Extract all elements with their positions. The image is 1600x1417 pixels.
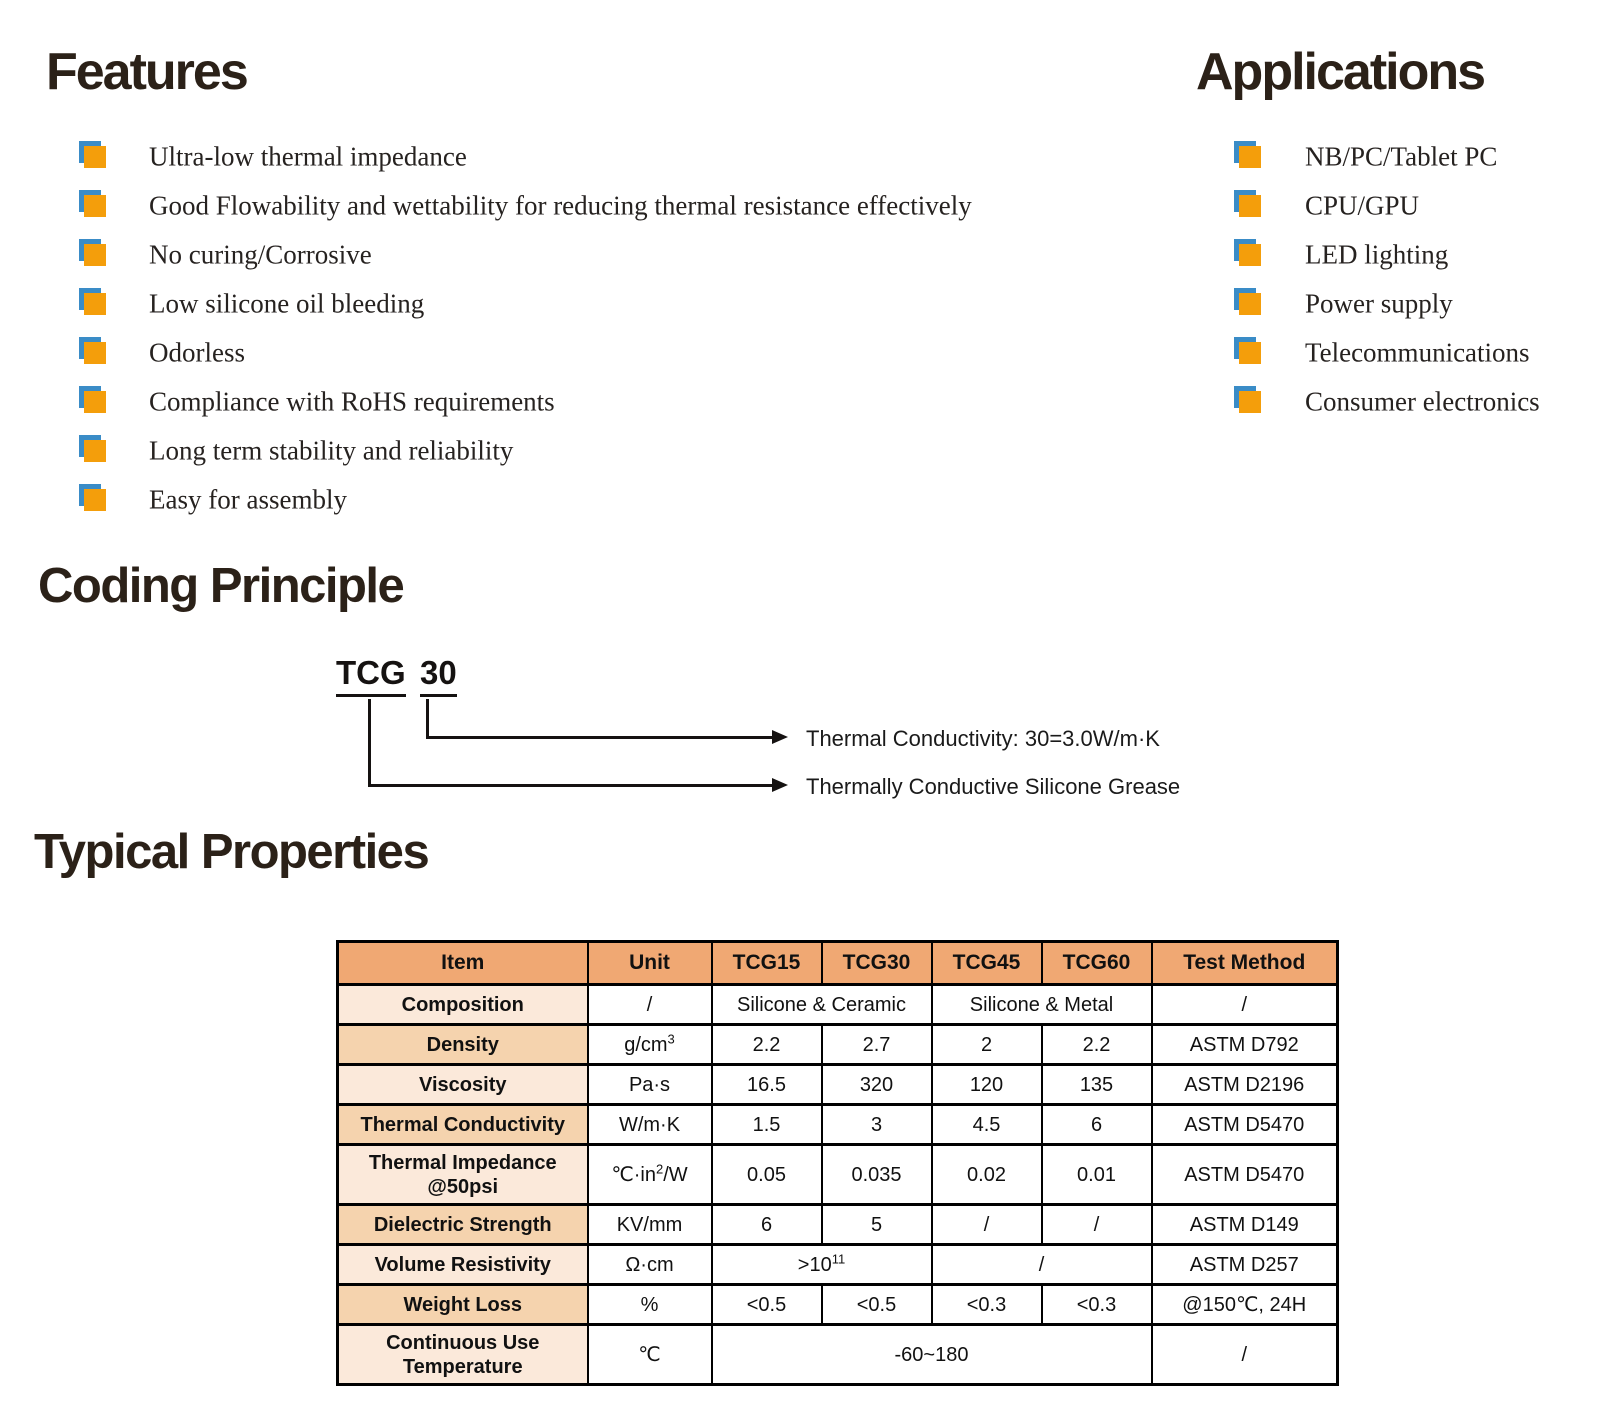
table-row — [338, 1145, 1338, 1205]
table-cell: / — [1152, 1325, 1338, 1385]
column-header: Item — [338, 942, 588, 985]
table-cell: ASTM D2196 — [1152, 1065, 1338, 1105]
table-cell: $>10^{11}$ — [712, 1245, 932, 1285]
bullet-square-icon — [1239, 146, 1261, 168]
row-label: Viscosity — [338, 1065, 588, 1105]
table-row — [338, 985, 1338, 1025]
feature-item-text: Long term stability and reliability — [149, 435, 514, 465]
table-cell: / — [932, 1205, 1042, 1245]
application-item — [1151, 181, 1600, 230]
table-row — [338, 1205, 1338, 1245]
application-item — [1151, 328, 1600, 377]
row-label: Composition — [338, 985, 588, 1025]
column-header: TCG45 — [932, 942, 1042, 985]
feature-item-text: Low silicone oil bleeding — [149, 288, 425, 318]
feature-item — [0, 475, 1160, 524]
bullet-square-icon — [1239, 195, 1261, 217]
table-cell: 2 — [932, 1025, 1042, 1065]
table-cell: ℃ — [588, 1325, 712, 1385]
application-item-text: LED lighting — [1305, 239, 1449, 269]
application-item — [1151, 279, 1600, 328]
table-row — [338, 1105, 1338, 1145]
code-number-text: 30 — [420, 656, 457, 697]
table-row — [338, 1245, 1338, 1285]
feature-item — [0, 426, 1160, 475]
table-cell: 0.05 — [712, 1145, 822, 1205]
table-cell: 0.01 — [1042, 1145, 1152, 1205]
bullet-square-icon — [84, 391, 106, 413]
table-cell: / — [588, 985, 712, 1025]
table-cell: <0.3 — [1042, 1285, 1152, 1325]
coding-principle-heading: Coding Principle — [38, 559, 404, 613]
table-cell: / — [1042, 1205, 1152, 1245]
table-cell: ASTM D149 — [1152, 1205, 1338, 1245]
application-item-text: NB/PC/Tablet PC — [1305, 141, 1498, 171]
application-item-text: Consumer electronics — [1305, 386, 1540, 416]
table-cell: 0.02 — [932, 1145, 1042, 1205]
table-cell: 5 — [822, 1205, 932, 1245]
bullet-square-icon — [1239, 391, 1261, 413]
table-cell: Silicone & Metal — [932, 985, 1152, 1025]
bullet-square-icon — [1239, 244, 1261, 266]
table-cell: Pa·s — [588, 1065, 712, 1105]
row-label: Dielectric Strength — [338, 1205, 588, 1245]
table-row — [338, 1065, 1338, 1105]
table-cell: ASTM D5470 — [1152, 1145, 1338, 1205]
row-label: Thermal Conductivity — [338, 1105, 588, 1145]
bullet-square-icon — [84, 489, 106, 511]
feature-item-text: Compliance with RoHS requirements — [149, 386, 555, 416]
column-header: TCG15 — [712, 942, 822, 985]
typical-properties-heading: Typical Properties — [34, 825, 429, 879]
table-cell: 6 — [712, 1205, 822, 1245]
table-cell: ASTM D257 — [1152, 1245, 1338, 1285]
bullet-square-icon — [84, 244, 106, 266]
table-cell: 4.5 — [932, 1105, 1042, 1145]
table-cell: ASTM D5470 — [1152, 1105, 1338, 1145]
diagram-line — [368, 784, 773, 787]
application-item-text: Power supply — [1305, 288, 1453, 318]
table-cell: <0.5 — [822, 1285, 932, 1325]
row-label: Density — [338, 1025, 588, 1065]
bullet-square-icon — [1239, 342, 1261, 364]
table-cell: <0.5 — [712, 1285, 822, 1325]
feature-item-text: Ultra-low thermal impedance — [149, 141, 467, 171]
feature-item — [0, 279, 1160, 328]
column-header: Unit — [588, 942, 712, 985]
feature-item — [0, 230, 1160, 279]
table-cell: @150℃, 24H — [1152, 1285, 1338, 1325]
table-cell: <0.3 — [932, 1285, 1042, 1325]
bullet-square-icon — [84, 146, 106, 168]
table-cell: Silicone & Ceramic — [712, 985, 932, 1025]
table-cell: 2.7 — [822, 1025, 932, 1065]
table-cell: 16.5 — [712, 1065, 822, 1105]
feature-item — [0, 377, 1160, 426]
column-header: TCG60 — [1042, 942, 1152, 985]
row-label: Thermal Impedance @50psi — [338, 1145, 588, 1205]
row-label: Continuous Use Temperature — [338, 1325, 588, 1385]
arrow-right-icon — [772, 778, 788, 792]
feature-item-text: Good Flowability and wettability for reducing thermal resistance effectively — [149, 190, 972, 220]
feature-item — [0, 328, 1160, 377]
diagram-line — [426, 699, 429, 739]
bullet-square-icon — [84, 342, 106, 364]
feature-item — [0, 181, 1160, 230]
applications-list — [1151, 132, 1600, 426]
features-heading: Features — [46, 43, 247, 101]
application-item-text: CPU/GPU — [1305, 190, 1420, 220]
diagram-line — [426, 736, 773, 739]
table-cell: KV/mm — [588, 1205, 712, 1245]
table-cell: 120 — [932, 1065, 1042, 1105]
application-item — [1151, 230, 1600, 279]
table-cell: $g/cm^3$ — [588, 1025, 712, 1065]
bullet-square-icon — [1239, 293, 1261, 315]
table-cell: 3 — [822, 1105, 932, 1145]
table-cell: Ω·cm — [588, 1245, 712, 1285]
feature-item — [0, 132, 1160, 181]
diagram-line — [368, 699, 371, 787]
feature-item-text: Easy for assembly — [149, 484, 347, 514]
row-label: Volume Resistivity — [338, 1245, 588, 1285]
applications-heading: Applications — [1196, 43, 1485, 101]
table-cell: 320 — [822, 1065, 932, 1105]
application-item — [1151, 377, 1600, 426]
table-cell: / — [932, 1245, 1152, 1285]
bullet-square-icon — [84, 293, 106, 315]
table-cell: 0.035 — [822, 1145, 932, 1205]
feature-item-text: Odorless — [149, 337, 245, 367]
table-cell: 6 — [1042, 1105, 1152, 1145]
code-prefix-meaning: Thermally Conductive Silicone Grease — [806, 774, 1181, 799]
table-cell: ASTM D792 — [1152, 1025, 1338, 1065]
application-item-text: Telecommunications — [1305, 337, 1530, 367]
table-cell: $℃\cdot in^2/W$ — [588, 1145, 712, 1205]
table-row — [338, 1285, 1338, 1325]
bullet-square-icon — [84, 195, 106, 217]
table-cell: % — [588, 1285, 712, 1325]
table-row — [338, 1025, 1338, 1065]
application-item — [1151, 132, 1600, 181]
bullet-square-icon — [84, 440, 106, 462]
code-number-meaning: Thermal Conductivity: 30=3.0W/m·K — [806, 726, 1160, 751]
table-cell: 135 — [1042, 1065, 1152, 1105]
table-cell: W/m·K — [588, 1105, 712, 1145]
code-prefix-text: TCG — [336, 656, 406, 697]
column-header: TCG30 — [822, 942, 932, 985]
row-label: Weight Loss — [338, 1285, 588, 1325]
table-row — [338, 1325, 1338, 1385]
arrow-right-icon — [772, 730, 788, 744]
table-cell: 1.5 — [712, 1105, 822, 1145]
table-cell: -60~180 — [712, 1325, 1152, 1385]
table-cell: / — [1152, 985, 1338, 1025]
features-list — [0, 132, 1160, 524]
column-header: Test Method — [1152, 942, 1338, 985]
table-body — [338, 985, 1338, 1385]
table-header-row — [338, 942, 1338, 985]
table-cell: 2.2 — [1042, 1025, 1152, 1065]
feature-item-text: No curing/Corrosive — [149, 239, 372, 269]
typical-properties-table — [336, 940, 1339, 1386]
table-cell: 2.2 — [712, 1025, 822, 1065]
table-header — [338, 942, 1338, 985]
